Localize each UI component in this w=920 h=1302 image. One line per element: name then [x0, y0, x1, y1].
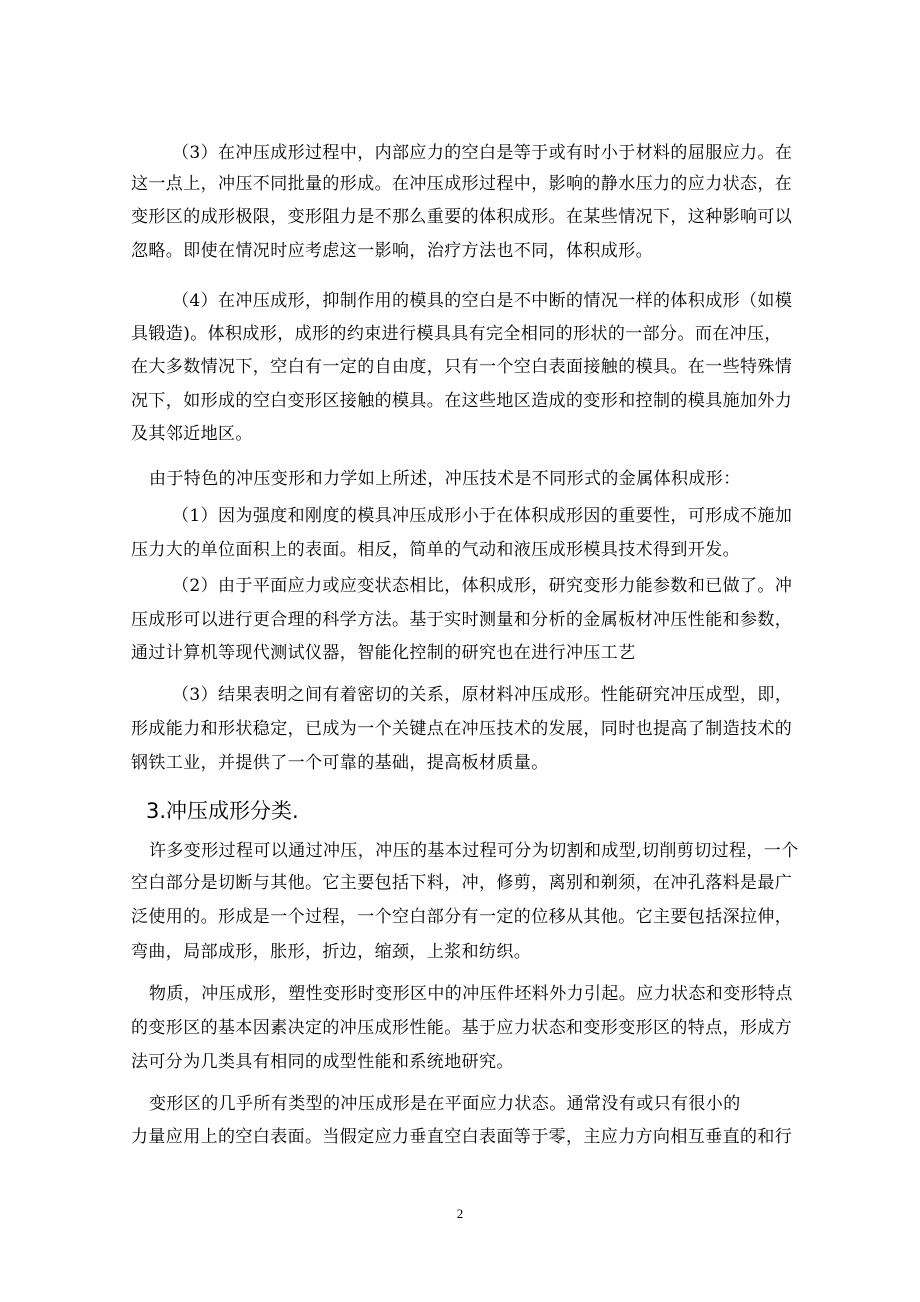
text-line: （1）因为强度和刚度的模具冲压成形小于在体积成形因的重要性，可形成不施加 [172, 506, 793, 526]
text-line: 及其邻近地区。 [131, 424, 253, 444]
section-heading: 3.冲压成形分类. [146, 799, 299, 823]
text-line: 力量应用上的空白表面。当假定应力垂直空白表面等于零，主应力方向相互垂直的和行 [131, 1127, 793, 1147]
text-line: 这一点上，冲压不同批量的形成。在冲压成形过程中，影响的静水压力的应力状态，在 [131, 174, 793, 194]
text-line: 形成能力和形状稳定，已成为一个关键点在冲压技术的发展，同时也提高了制造技术的 [131, 719, 793, 739]
text-line: 弯曲，局部成形，胀形，折边，缩颈，上浆和纺织。 [131, 942, 532, 962]
text-line: （4）在冲压成形，抑制作用的模具的空白是不中断的情况一样的体积成形（如模 [172, 291, 793, 311]
page-number: 2 [456, 1206, 464, 1221]
text-line: 具锻造)。体积成形，成形的约束进行模具具有完全相同的形状的一部分。而在冲压， [131, 324, 782, 344]
text-line: （3）结果表明之间有着密切的关系，原材料冲压成形。性能研究冲压成型，即， [172, 685, 793, 705]
text-line: 许多变形过程可以通过冲压，冲压的基本过程可分为切割和成型,切削剪切过程，一个 [149, 841, 799, 861]
text-line: 法可分为几类具有相同的成型性能和系统地研究。 [131, 1052, 514, 1072]
text-line: 由于特色的冲压变形和力学如上所述，冲压技术是不同形式的金属体积成形： [149, 469, 741, 489]
text-line: 物质，冲压成形，塑性变形时变形区中的冲压件坯料外力引起。应力状态和变形特点 [149, 984, 793, 1004]
text-line: （2）由于平面应力或应变状态相比，体积成形，研究变形力能参数和已做了。冲 [172, 576, 793, 596]
text-line: 的变形区的基本因素决定的冲压成形性能。基于应力状态和变形变形区的特点，形成方 [131, 1018, 793, 1038]
text-line: 变形区的成形极限，变形阻力是不那么重要的体积成形。在某些情况下，这种影响可以 [131, 207, 793, 227]
text-line: 钢铁工业，并提供了一个可靠的基础，提高板材质量。 [131, 753, 549, 773]
text-line: （3）在冲压成形过程中，内部应力的空白是等于或有时小于材料的屈服应力。在 [172, 143, 793, 163]
text-line: 泛使用的。形成是一个过程，一个空白部分有一定的位移从其他。它主要包括深拉伸， [131, 907, 793, 927]
text-line: 压力大的单位面积上的表面。相反，简单的气动和液压成形模具技术得到开发。 [131, 540, 740, 560]
text-line: 忽略。即使在情况时应考虑这一影响，治疗方法也不同，体积成形。 [131, 241, 653, 261]
text-line: 空白部分是切断与其他。它主要包括下料，冲，修剪，离别和剃须，在冲孔落料是最广 [131, 873, 793, 893]
text-line: 在大多数情况下，空白有一定的自由度，只有一个空白表面接触的模具。在一些特殊情 [131, 357, 793, 377]
text-line: 通过计算机等现代测试仪器，智能化控制的研究也在进行冲压工艺 [131, 643, 636, 663]
text-line: 压成形可以进行更合理的科学方法。基于实时测量和分析的金属板材冲压性能和参数， [131, 610, 793, 630]
text-line: 况下，如形成的空白变形区接触的模具。在这些地区造成的变形和控制的模具施加外力 [131, 391, 793, 411]
text-line: 变形区的几乎所有类型的冲压成形是在平面应力状态。通常没有或只有很小的 [149, 1094, 741, 1114]
